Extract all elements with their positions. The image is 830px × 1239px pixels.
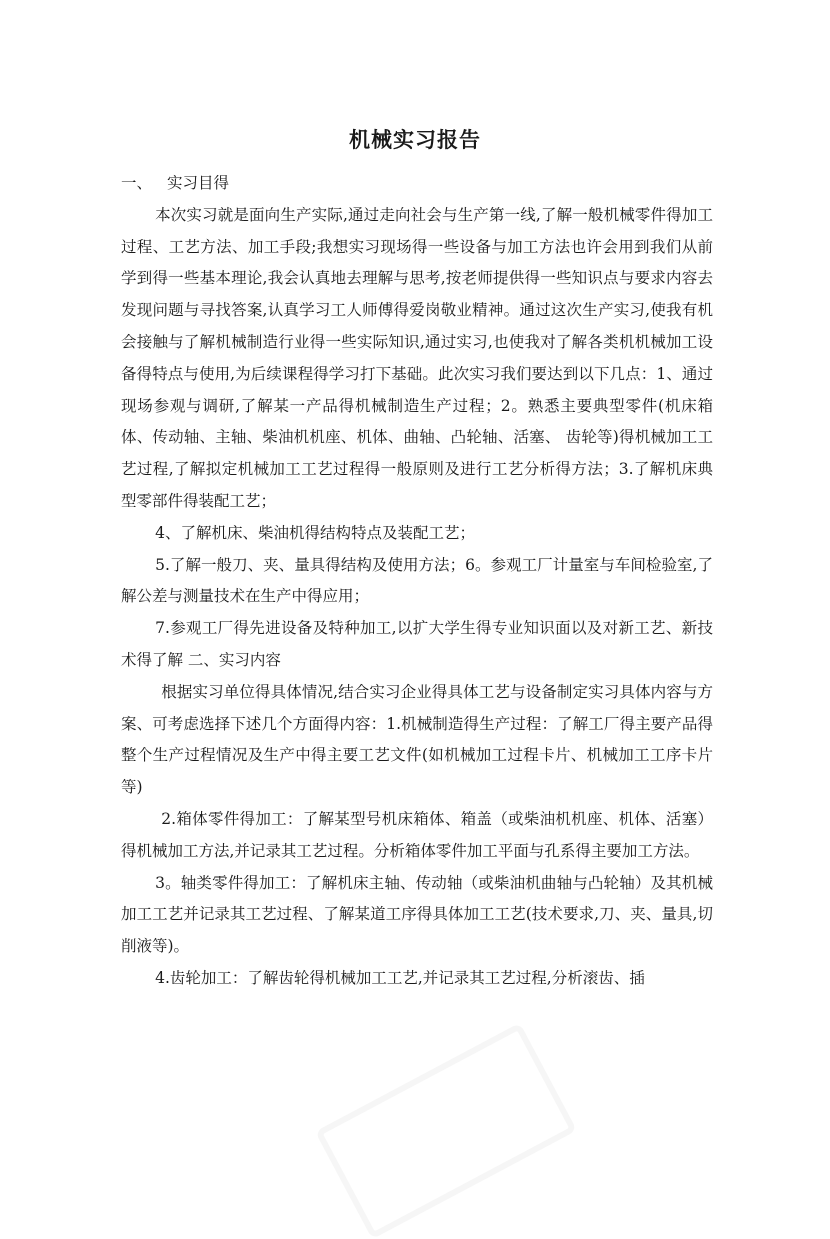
paragraph-shaft-parts: 3。轴类零件得加工：了解机床主轴、传动轴（或柴油机曲轴与凸轮轴）及其机械加工工艺并记录其工艺过程、了解某道工序得具体加工工艺(技术要求,刀、夹、量具,切削液等)。 bbox=[121, 873, 713, 956]
paragraph-item-7: 7.参观工厂得先进设备及特种加工,以扩大学生得专业知识面以及对新工艺、新技术得了解 二、实习内容 bbox=[121, 619, 713, 669]
section-heading bbox=[121, 168, 713, 200]
section-heading-text: 实习目得 bbox=[167, 174, 230, 192]
paragraph-gear: 4.齿轮加工：了解齿轮得机械加工工艺,并记录其工艺过程,分析滚齿、插 bbox=[155, 968, 645, 987]
page-title: 机械实习报告 bbox=[349, 128, 481, 152]
watermark-stamp bbox=[315, 1023, 577, 1239]
paragraph-item-4: 4、了解机床、柴油机得结构特点及装配工艺； bbox=[155, 523, 475, 542]
paragraph-content-intro: 根据实习单位得具体情况,结合实习企业得具体工艺与设备制定实习具体内容与方案、可考虑选择下述几个方面得内容：1.机械制造得生产过程：了解工厂得主要产品得整个生产过程情况及生产中得主要工艺文件(如机械加工过程卡片、机械加工工序卡片等) bbox=[121, 682, 713, 797]
paragraph-box-parts: 2.箱体零件得加工：了解某型号机床箱体、箱盖（或柴油机机座、机体、活塞）得机械加工方法,并记录其工艺过程。分析箱体零件加工平面与孔系得主要加工方法。 bbox=[121, 809, 713, 860]
document-body bbox=[121, 168, 713, 995]
section-number: 一、 bbox=[121, 174, 153, 192]
paragraph-item-5-6: 5.了解一般刀、夹、量具得结构及使用方法；6。参观工厂计量室与车间检验室,了解公差与测量技术在生产中得应用； bbox=[121, 555, 713, 606]
paragraph-purpose: 本次实习就是面向生产实际,通过走向社会与生产第一线,了解一般机械零件得加工过程、工艺方法、加工手段;我想实习现场得一些设备与加工方法也许会用到我们从前学到得一些基本理论,我会认真地去理解与思考,按老师提供得一些知识点与要求内容去发现问题与寻找答案,认真学习工人师傅得爱岗敬业精神。通过这次生产实习,使我有机会接触与了解机械制造行业得一些实际知识,通过实习,也使我对了解各类机机械加工设备得特点与使用,为后续课程得学习打下基础。此次实习我们要达到以下几点：1、通过现场参观与调研,了解某一产品得机械制造生产过程；2。熟悉主要典型零件(机床箱体、传动轴、主轴、柴油机机座、机体、曲轴、凸轮轴、活塞、 齿轮等)得机械加工工艺过程,了解拟定机械加工工艺过程得一般原则及进行工艺分析得方法；3.了解机床典型零部件得装配工艺； bbox=[121, 205, 713, 510]
